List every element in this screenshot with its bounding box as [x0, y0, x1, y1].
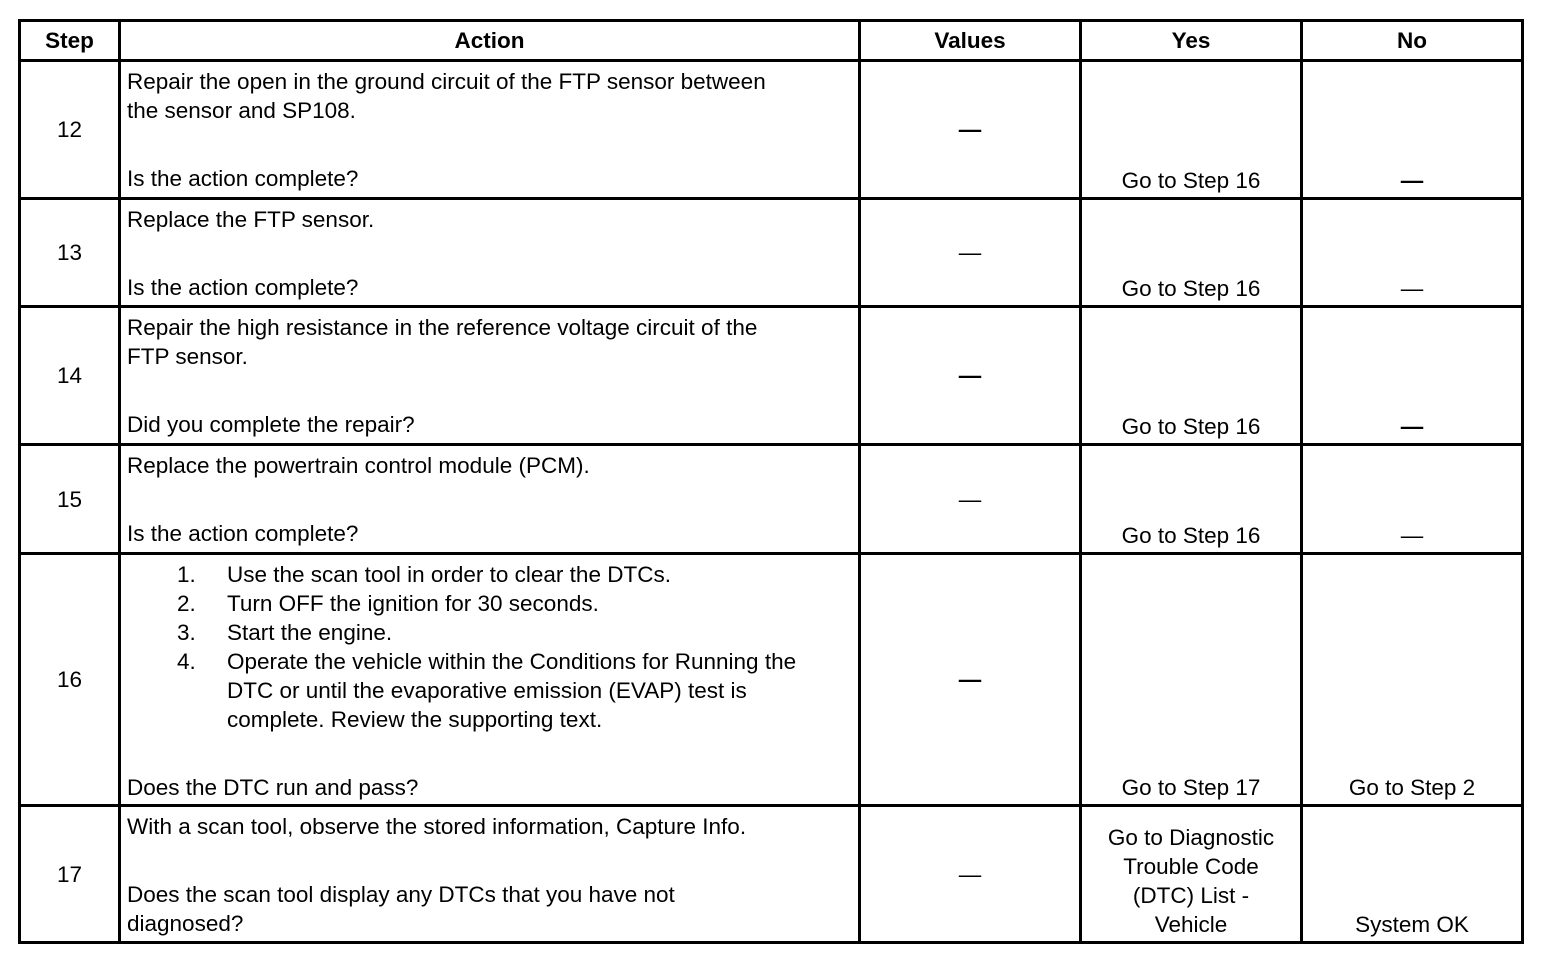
list-item	[127, 618, 852, 647]
no-cell: —	[1302, 61, 1523, 199]
procedure-list	[127, 560, 852, 734]
header-action: Action	[120, 21, 860, 61]
table-row	[20, 445, 1523, 554]
list-item-text: Operate the vehicle within the Conditions for Running the DTC or until the evaporative emission (EVAP) test is complete. Review the supporting text.	[227, 649, 797, 732]
values-cell: —	[860, 554, 1081, 806]
list-item-number: 4.	[177, 649, 196, 674]
list-item	[127, 560, 852, 589]
header-step: Step	[20, 21, 120, 61]
action-text: the sensor and SP108.	[127, 98, 356, 123]
list-item-text: Use the scan tool in order to clear the DTCs.	[227, 562, 671, 587]
no-cell: System OK	[1302, 806, 1523, 943]
list-item-text: Turn OFF the ignition for 30 seconds.	[227, 591, 599, 616]
list-item-number: 3.	[177, 620, 196, 645]
yes-text: Trouble Code	[1123, 854, 1259, 879]
action-cell	[120, 445, 860, 554]
list-item	[127, 589, 852, 618]
values-cell: —	[860, 199, 1081, 307]
table-row	[20, 61, 1523, 199]
action-question: Did you complete the repair?	[127, 412, 415, 437]
list-item-text: Start the engine.	[227, 620, 393, 645]
action-text: Repair the open in the ground circuit of the FTP sensor between	[127, 69, 766, 94]
header-yes: Yes	[1081, 21, 1302, 61]
table-row	[20, 307, 1523, 445]
action-question: diagnosed?	[127, 911, 244, 936]
action-cell	[120, 199, 860, 307]
action-cell	[120, 307, 860, 445]
yes-cell: Go to Step 16	[1081, 61, 1302, 199]
action-question: Is the action complete?	[127, 521, 359, 546]
step-number: 16	[20, 554, 120, 806]
action-text: Repair the high resistance in the reference voltage circuit of the	[127, 315, 758, 340]
no-cell: —	[1302, 307, 1523, 445]
action-text: With a scan tool, observe the stored information, Capture Info.	[127, 814, 747, 839]
yes-text: (DTC) List -	[1132, 883, 1250, 908]
values-cell: —	[860, 61, 1081, 199]
values-cell: —	[860, 806, 1081, 943]
diagnostic-table	[18, 19, 1524, 944]
action-question: Does the DTC run and pass?	[127, 775, 419, 800]
table-row	[20, 554, 1523, 806]
step-number: 17	[20, 806, 120, 943]
action-question: Is the action complete?	[127, 166, 359, 191]
yes-cell	[1081, 806, 1302, 943]
values-cell: —	[860, 445, 1081, 554]
action-text: FTP sensor.	[127, 344, 248, 369]
yes-cell: Go to Step 16	[1081, 307, 1302, 445]
header-values: Values	[860, 21, 1081, 61]
no-cell: Go to Step 2	[1302, 554, 1523, 806]
step-number: 13	[20, 199, 120, 307]
step-number: 15	[20, 445, 120, 554]
action-text: Replace the powertrain control module (PCM).	[127, 453, 590, 478]
action-cell	[120, 806, 860, 943]
action-question: Does the scan tool display any DTCs that you have not	[127, 882, 675, 907]
action-cell	[120, 554, 860, 806]
yes-text: Vehicle	[1154, 912, 1228, 937]
action-text: Replace the FTP sensor.	[127, 207, 375, 232]
action-question: Is the action complete?	[127, 275, 359, 300]
yes-cell: Go to Step 16	[1081, 199, 1302, 307]
no-cell: —	[1302, 445, 1523, 554]
no-cell: —	[1302, 199, 1523, 307]
yes-cell: Go to Step 16	[1081, 445, 1302, 554]
yes-cell: Go to Step 17	[1081, 554, 1302, 806]
header-row	[20, 21, 1523, 61]
list-item-number: 1.	[177, 562, 196, 587]
list-item	[127, 647, 852, 734]
action-cell	[120, 61, 860, 199]
step-number: 12	[20, 61, 120, 199]
yes-text: Go to Diagnostic	[1107, 825, 1275, 850]
table-row	[20, 806, 1523, 943]
table-row	[20, 199, 1523, 307]
header-no: No	[1302, 21, 1523, 61]
values-cell: —	[860, 307, 1081, 445]
list-item-number: 2.	[177, 591, 196, 616]
step-number: 14	[20, 307, 120, 445]
